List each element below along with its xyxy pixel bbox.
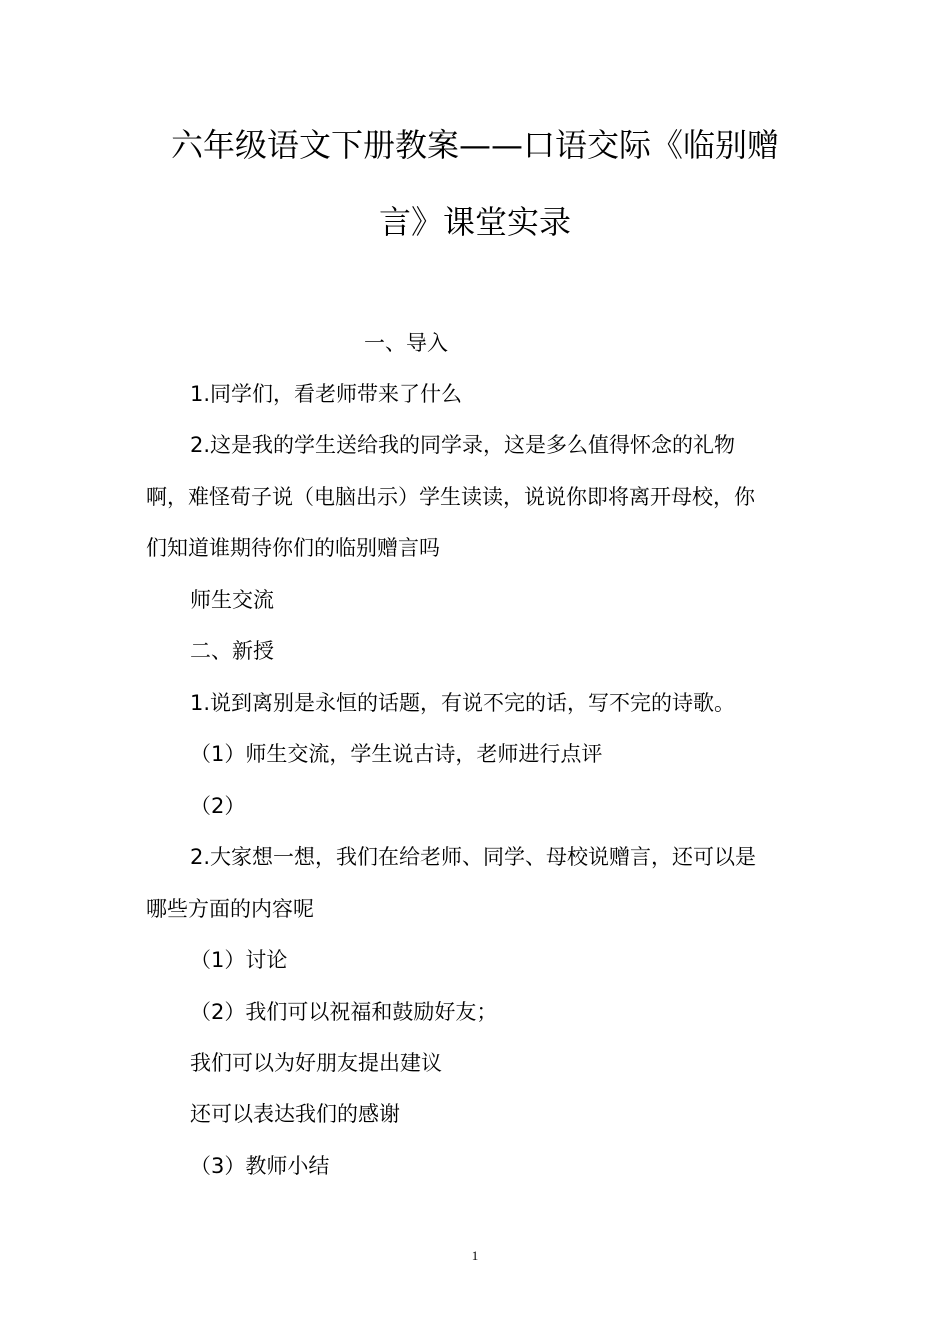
paragraph: （2） [190,794,246,818]
section-heading-new: 二、新授 [190,639,274,663]
paragraph: 哪些方面的内容呢 [146,897,314,921]
paragraph: 还可以表达我们的感谢 [190,1102,400,1126]
paragraph: 2.大家想一想，我们在给老师、同学、母校说赠言，还可以是 [190,845,757,869]
paragraph: 我们可以为好朋友提出建议 [190,1051,442,1075]
document-title-line-2: 言》课堂实录 [378,203,571,241]
paragraph: 2.这是我的学生送给我的同学录，这是多么值得怀念的礼物 [190,433,736,457]
paragraph: 1.说到离别是永恒的话题，有说不完的话，写不完的诗歌。 [190,691,736,715]
section-heading-intro: 一、导入 [364,331,448,355]
page-number: 1 [471,1248,479,1263]
paragraph: 师生交流 [190,588,274,612]
paragraph: 们知道谁期待你们的临别赠言吗 [146,536,440,560]
document-title-line-1: 六年级语文下册教案——口语交际《临别赠 [170,126,779,164]
paragraph: 1.同学们，看老师带来了什么 [190,382,463,406]
paragraph: （2）我们可以祝福和鼓励好友； [190,1000,498,1024]
paragraph: （3）教师小结 [190,1154,330,1178]
paragraph: （1）师生交流，学生说古诗，老师进行点评 [190,742,603,766]
paragraph: 啊，难怪荀子说（电脑出示）学生读读，说说你即将离开母校，你 [146,485,755,509]
paragraph: （1）讨论 [190,948,288,972]
